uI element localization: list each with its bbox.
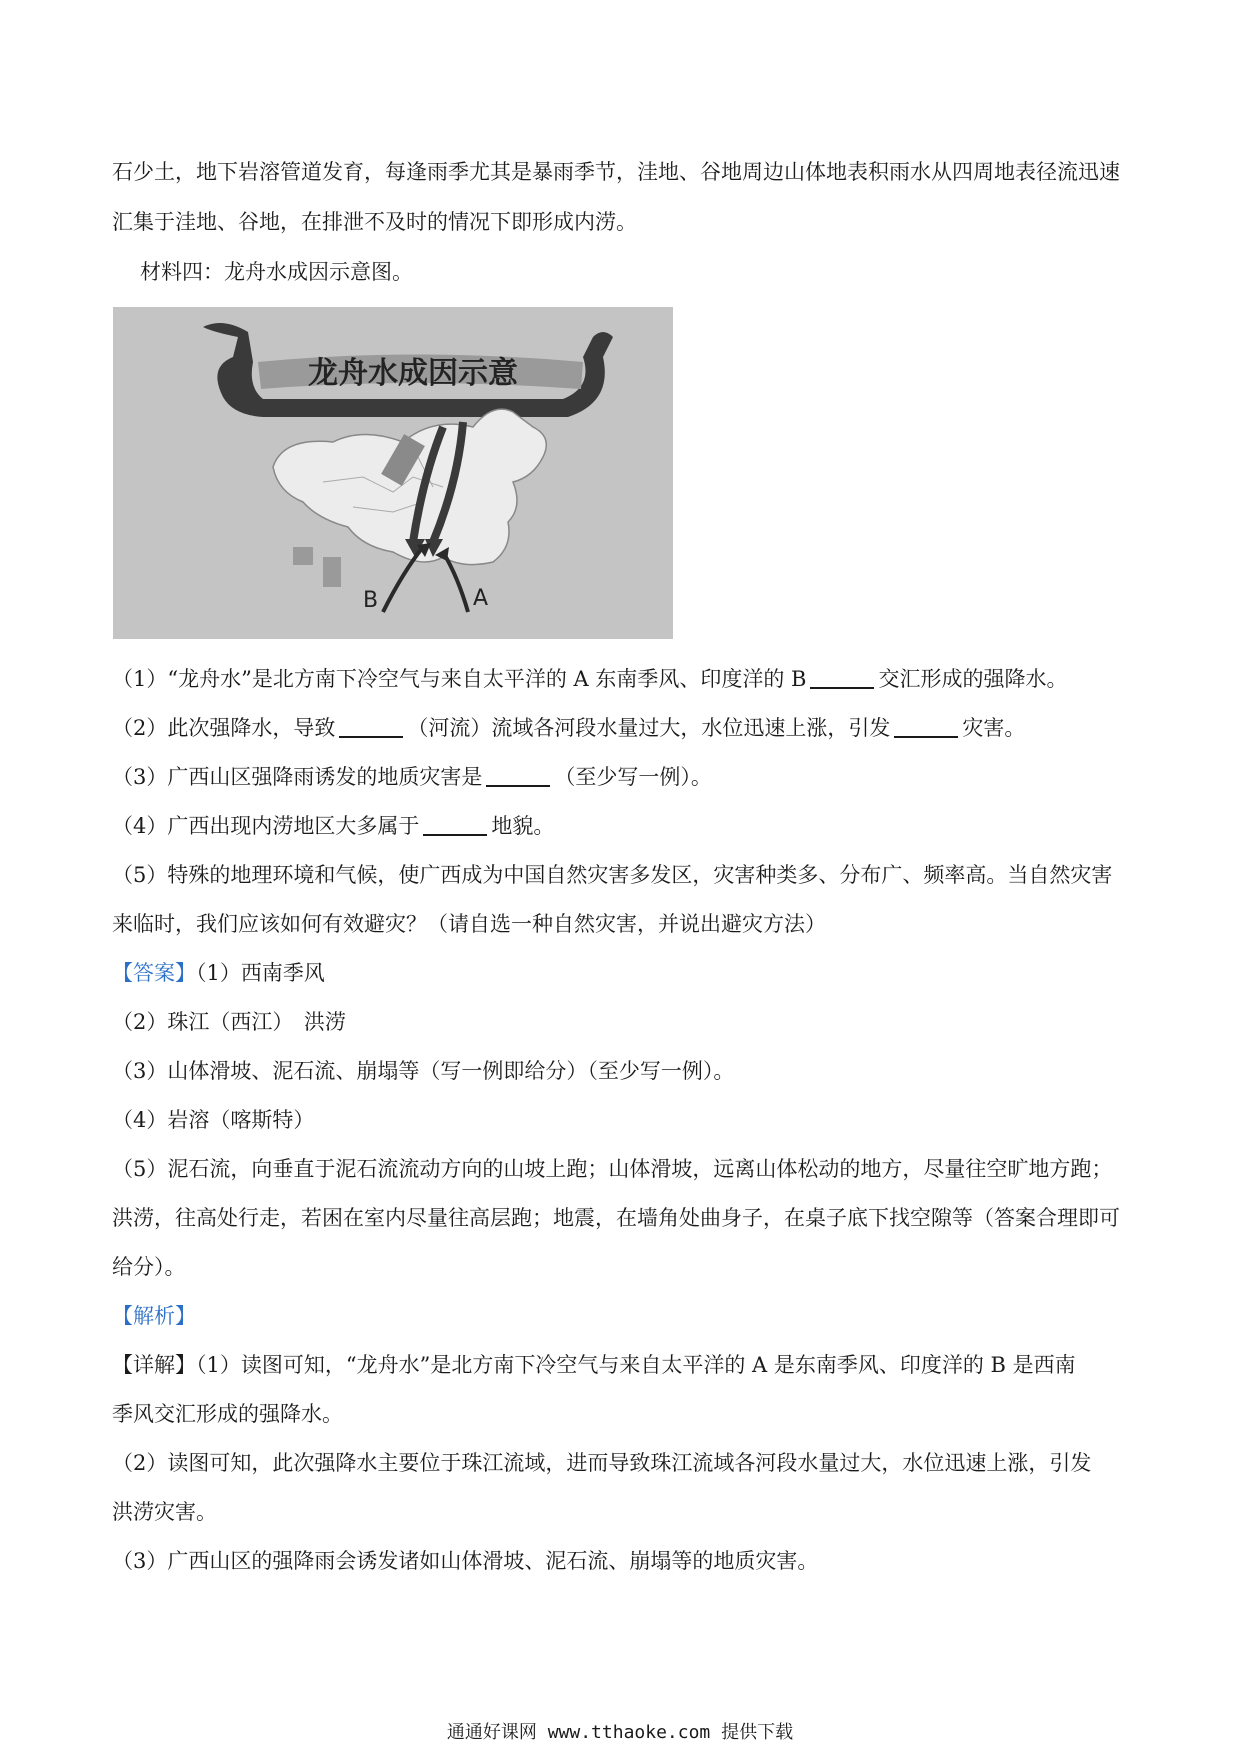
blank-q3[interactable] xyxy=(486,763,550,787)
figure-title: 龙舟水成因示意 xyxy=(308,356,518,391)
question-1: （1）“龙舟水”是北方南下冷空气与来自太平洋的 A 东南季风、印度洋的 B 交汇形成的强降水。 xyxy=(112,667,1068,691)
answer-3: （3）山体滑坡、泥石流、崩塌等（写一例即给分）（至少写一例）。 xyxy=(112,1059,735,1083)
blank-q1[interactable] xyxy=(810,665,874,689)
question-2: （2）此次强降水，导致 （河流）流域各河段水量过大，水位迅速上涨，引发 灾害。 xyxy=(112,716,1026,740)
map-inset-mark-2 xyxy=(323,557,341,587)
blank-q2-disaster[interactable] xyxy=(894,714,958,738)
answer-4: （4）岩溶（喀斯特） xyxy=(112,1108,315,1132)
material4-title: 材料四：龙舟水成因示意图。 xyxy=(140,260,413,284)
detail-1-line1: 【详解】（1）读图可知，“龙舟水”是北方南下冷空气与来自太平洋的 A 是东南季风、印度洋的 B 是西南 xyxy=(112,1353,1076,1377)
detail-3: （3）广西山区的强降雨会诱发诸如山体滑坡、泥石流、崩塌等的地质灾害。 xyxy=(112,1549,819,1573)
answer-tag: 【答案】 xyxy=(112,961,196,985)
answer-5-line3: 给分）。 xyxy=(112,1255,186,1279)
question-3: （3）广西山区强降雨诱发的地质灾害是 （至少写一例）。 xyxy=(112,765,712,789)
blank-q4[interactable] xyxy=(423,812,487,836)
analysis-tag: 【解析】 xyxy=(112,1304,196,1328)
page-footer: 通通好课网 www.tthaoke.com 提供下载 xyxy=(446,1722,794,1743)
answer-2: （2）珠江（西江） 洪涝 xyxy=(112,1010,346,1034)
detail-1-line2: 季风交汇形成的强降水。 xyxy=(112,1402,343,1426)
question-5-line1: （5）特殊的地理环境和气候，使广西成为中国自然灾害多发区，灾害种类多、分布广、频率高。当自然灾害 xyxy=(112,863,1113,887)
answer-1: 【答案】（1）西南季风 xyxy=(112,961,325,985)
answer-5-line1: （5）泥石流，向垂直于泥石流流动方向的山坡上跑；山体滑坡，远离山体松动的地方，尽量往空旷地方跑； xyxy=(112,1157,1113,1181)
map-inset-mark xyxy=(293,547,313,565)
dragon-boat-water-figure xyxy=(113,307,673,639)
question-4: （4）广西出现内涝地区大多属于 地貌。 xyxy=(112,814,555,838)
answer-5-line2: 洪涝，往高处行走，若困在室内尽量往高层跑；地震，在墙角处曲身子，在桌子底下找空隙等（答案合理即可 xyxy=(112,1206,1120,1230)
material3-line2: 汇集于洼地、谷地，在排泄不及时的情况下即形成内涝。 xyxy=(112,210,637,234)
label-b: B xyxy=(363,588,379,613)
material3-line1: 石少土，地下岩溶管道发育，每逢雨季尤其是暴雨季节，洼地、谷地周边山体地表积雨水从四周地表径流迅速 xyxy=(112,160,1120,184)
blank-q2-river[interactable] xyxy=(339,714,403,738)
figure-svg xyxy=(113,307,673,639)
detail-2-line1: （2）读图可知，此次强降水主要位于珠江流域，进而导致珠江流域各河段水量过大，水位迅速上涨，引发 xyxy=(112,1451,1092,1475)
question-5-line2: 来临时，我们应该如何有效避灾？（请自选一种自然灾害，并说出避灾方法） xyxy=(112,912,826,936)
detail-tag: 【详解】 xyxy=(112,1353,196,1377)
label-a: A xyxy=(473,586,489,611)
detail-2-line2: 洪涝灾害。 xyxy=(112,1500,217,1524)
